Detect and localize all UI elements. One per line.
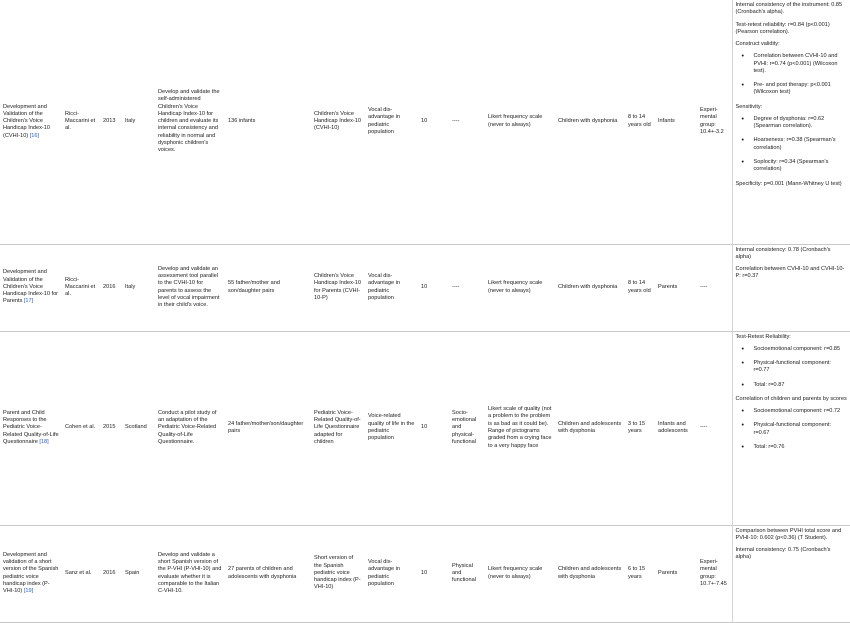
- property-bullet: • Correlation between CVHI-10 and PVHI: r=0.74 (p<0.001) (Wilcoxon test).: [736, 53, 848, 75]
- property-text: Internal consistency: 0.78 (Cronbach's alpha): [735, 246, 831, 260]
- sample-cell: 24 father/mother/son/daughter pairs: [228, 420, 304, 434]
- groups-cell: Experi-mental group: 10.7+-7.45: [700, 558, 727, 587]
- properties-cell: [732, 331, 850, 525]
- property-bullet: • Hoarseness: r=0.38 (Spearman's correlation): [736, 137, 848, 152]
- instrument-cell: Children's Voice Handicap Index-10 (CVHI-10): [314, 110, 361, 132]
- property-text: Correlation between CVHI-10 and CVHI-10-P: r=0.37: [735, 266, 845, 280]
- construct-cell: Vocal dis-advantage in pediatric population: [368, 107, 401, 136]
- year-cell: 2016: [103, 283, 116, 290]
- instrument-cell: Pediatric Voice-Related Quality-of-Life Questionnaire adapted for children: [314, 409, 361, 445]
- domains-cell: Socio-emotional and physical-functional: [452, 409, 477, 445]
- year-cell: 2015: [103, 424, 116, 431]
- construct-cell: Vocal dis-advantage in pediatric population: [368, 558, 401, 587]
- authors-cell: Ricci-Maccarini et al.: [65, 276, 96, 298]
- property-text: Internal consistency: 0.75 (Cronbach's alpha): [735, 547, 831, 561]
- population-cell: Children with dysphonia: [558, 283, 618, 290]
- items-cell: 10: [421, 283, 428, 290]
- age-cell: 8 to 14 years old: [628, 114, 651, 128]
- property-bullet: • Socioemotional component: r=0.85: [736, 346, 848, 353]
- table-row: [0, 0, 850, 244]
- instrument-cell: Short version of the Spanish pediatric voice handicap index (P-VHI-10): [314, 555, 361, 591]
- properties-cell: [732, 525, 850, 622]
- country-cell: Italy: [125, 283, 136, 290]
- population-cell: Children with dysphonia: [558, 118, 618, 125]
- age-cell: 8 to 14 years old: [628, 280, 651, 294]
- respondent-cell: Infants and adolescents: [658, 420, 688, 434]
- study-title: Development and Validation of the Children's Voice Handicap Index-10 for Parents: [3, 269, 59, 305]
- property-bullet: • Total: r=0.87: [736, 382, 848, 389]
- property-list: [736, 408, 848, 451]
- property-text: Specificity: p=0.001 (Mann-Whitney U test): [735, 180, 842, 187]
- sample-cell: 136 infants: [228, 118, 256, 125]
- title-cell: [0, 525, 62, 622]
- reference-link[interactable]: [17]: [23, 298, 34, 305]
- authors-cell: Sanz et al.: [65, 569, 92, 576]
- groups-cell: ----: [700, 424, 708, 431]
- domains-cell: Physical and functional: [452, 562, 476, 584]
- study-title: Parent and Child Responses to the Pediatric Voice-Related Quality-of-Life Questionnaire: [3, 409, 59, 445]
- table-row: [0, 331, 850, 525]
- sample-cell: 55 father/mother and son/daughter pairs: [228, 280, 280, 294]
- study-title: Development and Validation of the Children's Voice Handicap Index-10 (CVHI-10): [3, 103, 50, 139]
- property-text: Test-retest reliability: r=0.84 (p<0.001) (Pearson correlation).: [735, 21, 830, 35]
- property-text: Comparison between PVHI total score and PVHI-10: 0.602 (p<0.36) (T Student).: [735, 527, 842, 541]
- population-cell: Children and adolescents with dysphonia: [558, 420, 622, 434]
- construct-cell: Vocal dis-advantage in pediatric population: [368, 272, 401, 301]
- property-text: Correlation of children and parents by scores: [735, 395, 847, 402]
- items-cell: 10: [421, 118, 428, 125]
- property-bullet: • Physical-functional component: r=0.77: [736, 360, 848, 375]
- study-title: Development and validation of a short version of the Spanish pediatric voice handicap index (P-VHI-10): [3, 551, 59, 595]
- construct-cell: Voice-related quality of life in the pediatric population: [368, 413, 415, 442]
- property-list: [736, 116, 848, 174]
- respondent-cell: Parents: [658, 283, 678, 290]
- reference-link[interactable]: [19]: [23, 588, 34, 595]
- sample-cell: 27 parents of children and adolescents with dysphonia: [228, 566, 297, 580]
- domains-cell: ----: [452, 283, 460, 290]
- reference-link[interactable]: [18]: [39, 438, 49, 445]
- year-cell: 2013: [103, 118, 116, 125]
- property-list: [736, 53, 848, 96]
- scale-cell: Likert frequency scale (never to always): [488, 280, 543, 294]
- scale-cell: Likert frequency scale (never to always): [488, 114, 543, 128]
- title-cell: [0, 331, 62, 525]
- instrument-cell: Children's Voice Handicap Index-10 for Parents (CVHI-10-P): [314, 272, 361, 301]
- country-cell: Scotland: [125, 424, 147, 431]
- property-text: Test-Retest Reliability:: [735, 333, 791, 340]
- country-cell: Spain: [125, 569, 140, 576]
- groups-cell: Experi-mental group: 10.4+-3.2: [700, 107, 724, 136]
- respondent-cell: Infants: [658, 118, 675, 125]
- objective-cell: Develop and validate the self-administered Children's Voice Handicap Index-10 for children and evaluate its internal consistency and reliability in normal and dysphonic children's voices.: [158, 89, 220, 154]
- table-row: [0, 244, 850, 331]
- properties-cell: [732, 0, 850, 244]
- groups-cell: ----: [700, 283, 708, 290]
- objective-cell: Develop and validate a short Spanish version of the P-VHI (P-VHI-10) and evaluate whether it is comparable to the Italian C-VHI-10.: [158, 551, 222, 595]
- property-bullet: • Socioemotional component: r=0.72: [736, 408, 848, 415]
- country-cell: Italy: [125, 118, 136, 125]
- authors-cell: Ricci-Maccarini et al.: [65, 110, 96, 132]
- property-bullet: • Physical-functional component: r=0.67: [736, 422, 848, 437]
- property-bullet: • Total: r=0.76: [736, 444, 848, 451]
- objective-cell: Develop and validate an assessment tool parallel to the CVHI-10 for parents to assess the level of vocal impairment in their child's voice.: [158, 265, 220, 309]
- items-cell: 10: [421, 424, 428, 431]
- property-bullet: • Degree of dysphonia: r=0.62 (Spearman correlation).: [736, 116, 848, 131]
- respondent-cell: Parents: [658, 569, 678, 576]
- property-text: Internal consistency of the instrument: 0.85 (Cronbach's alpha).: [735, 2, 843, 16]
- items-cell: 10: [421, 569, 428, 576]
- property-bullet: • Soplocity: r=0.34 (Spearman's correlation): [736, 159, 848, 174]
- property-bullet: • Pre- and post therapy: p<0.001 (Wilcoxon test): [736, 82, 848, 97]
- table-row: [0, 525, 850, 622]
- year-cell: 2016: [103, 569, 116, 576]
- property-text: Construct validity:: [735, 41, 780, 48]
- reference-link[interactable]: [16]: [29, 132, 40, 139]
- property-list: [736, 346, 848, 389]
- scale-cell: Likert scale of quality (not a problem to the problem is as bad as it could be). Range of pictograms graded from a crying face to a very happy face: [488, 406, 552, 449]
- objective-cell: Conduct a pilot study of an adaptation of the Pediatric Voice-Related Quality-of-Life Questionnaire.: [158, 409, 217, 445]
- population-cell: Children and adolescents with dysphonia: [558, 566, 622, 580]
- age-cell: 6 to 15 years: [628, 566, 646, 580]
- title-cell: [0, 244, 62, 331]
- property-text: Sensitivity:: [735, 103, 763, 110]
- age-cell: 3 to 15 years: [628, 420, 646, 434]
- authors-cell: Cohen et al.: [65, 424, 96, 431]
- scale-cell: Likert frequency scale (never to always): [488, 566, 543, 580]
- domains-cell: ----: [452, 118, 460, 125]
- properties-cell: [732, 244, 850, 331]
- title-cell: [0, 0, 62, 244]
